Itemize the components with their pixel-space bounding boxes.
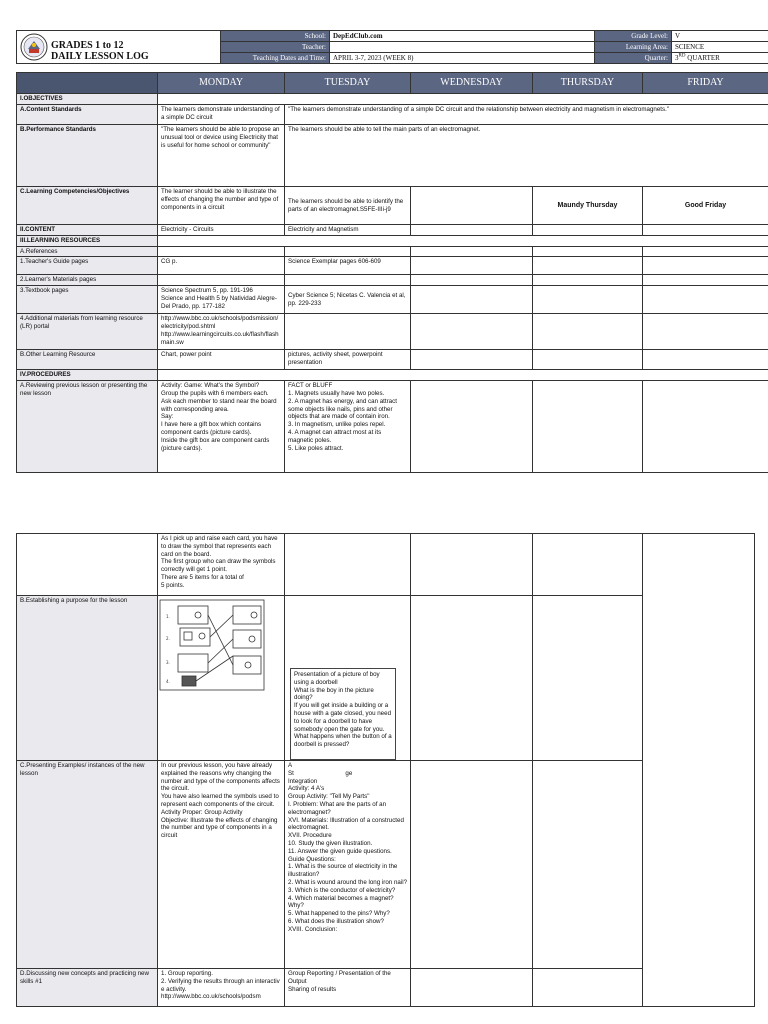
content-standards-tue: "The learners demonstrate understanding of a simple DC circuit and the relationship between electricity and magnetism in electromagnets." bbox=[285, 105, 768, 125]
teachers-guide-tue: Science Exemplar pages 606-609 bbox=[285, 257, 411, 275]
content-label: II.CONTENT bbox=[17, 225, 158, 236]
discussing-tue: Group Reporting / Presentation of the Output Sharing of results bbox=[285, 969, 411, 1007]
day-monday: MONDAY bbox=[158, 73, 285, 94]
svg-text:2.: 2. bbox=[166, 636, 170, 641]
other-resource-label: B.Other Learning Resource bbox=[17, 350, 158, 370]
textbook-tue: Cyber Science 5; Nicetas C. Valencia et al, pp. 229-233 bbox=[285, 286, 411, 314]
teacher-value bbox=[330, 42, 595, 53]
area-label: Learning Area: bbox=[595, 42, 672, 53]
dates-label: Teaching Dates and Time: bbox=[221, 53, 330, 64]
boy-doorbell-image bbox=[289, 761, 377, 762]
performance-standards-label: B.Performance Standards bbox=[17, 125, 158, 187]
corner-cell bbox=[17, 73, 158, 94]
content-standards-label: A.Content Standards bbox=[17, 105, 158, 125]
textbook-label: 3.Textbook pages bbox=[17, 286, 158, 314]
day-friday: FRIDAY bbox=[643, 73, 768, 94]
establishing-tue-cell bbox=[285, 596, 411, 761]
teachers-guide-label: 1.Teacher's Guide pages bbox=[17, 257, 158, 275]
content-tue: Electricity and Magnetism bbox=[285, 225, 411, 236]
competencies-tue: The learners should be able to identify the parts of an electromagnet.S5FE-IIIi-j9 bbox=[285, 187, 411, 225]
day-thursday: THURSDAY bbox=[533, 73, 643, 94]
good-friday: Good Friday bbox=[643, 187, 768, 225]
additional-materials-mon: http://www.bbc.co.uk/schools/podsmission/electricity/pod.shtml http://www.learningcircuits.co.uk/flash/flashmain.sw bbox=[158, 314, 285, 350]
deped-seal-icon bbox=[20, 33, 48, 61]
objectives-label: I.OBJECTIVES bbox=[17, 94, 158, 105]
dates-value: APRIL 3-7, 2023 (WEEK 8) bbox=[330, 53, 595, 64]
learning-resources-label: III.LEARNING RESOURCES bbox=[17, 235, 158, 246]
grade-value: V bbox=[672, 31, 768, 42]
lesson-log-table-page1 bbox=[16, 72, 768, 473]
teacher-label: Teacher: bbox=[221, 42, 330, 53]
reviewing-mon: Activity: Game: What's the Symbol? Group the pupils with 6 members each. Ask each member to stand near the board with corresponding area. Say: I have here a gift box which contains component cards (picture cards). Inside the gift box are component cards (picture cards). bbox=[158, 381, 285, 473]
lesson-log-table-page2 bbox=[16, 533, 755, 1007]
header-title-line1: GRADES 1 to 12 bbox=[51, 40, 124, 51]
additional-materials-label: 4.Additional materials from learning resource (LR) portal bbox=[17, 314, 158, 350]
competencies-label: C.Learning Competencies/Objectives bbox=[17, 187, 158, 225]
learners-materials-label: 2.Learner's Materials pages bbox=[17, 275, 158, 286]
content-standards-mon: The learners demonstrate understanding of a simple DC circuit bbox=[158, 105, 285, 125]
establishing-label: B.Establishing a purpose for the lesson bbox=[17, 596, 158, 761]
procedures-label: IV.PROCEDURES bbox=[17, 370, 158, 381]
school-value: DepEdClub.com bbox=[330, 31, 595, 42]
presenting-tue-cell bbox=[285, 761, 411, 969]
presenting-mon: In our previous lesson, you have already explained the reasons why changing the number and type of the components affects the circuit. You have also learned the symbols used to represent each components of the circuit. Activity Proper: Group Activity Objective: Illustrate the effects of changing the number and type of components in a circuit bbox=[158, 761, 285, 969]
reviewing-mon-continued: As I pick up and raise each card, you have to draw the symbol that represents each card on the board. The first group who can draw the symbols correctly will get 1 point. There are 5 items for a total of 5 points. bbox=[158, 534, 285, 596]
references-label: A.References bbox=[17, 246, 158, 257]
discussing-mon: 1. Group reporting. 2. Verifying the results through an interactive activity. http://www.bbc.co.uk/schools/podsm bbox=[158, 969, 285, 1007]
quarter-label: Quarter: bbox=[595, 53, 672, 64]
area-value: SCIENCE bbox=[672, 42, 768, 53]
quarter-value bbox=[672, 53, 768, 64]
presenting-tue-top1: A bbox=[288, 762, 293, 769]
performance-standards-tue: The learners should be able to tell the main parts of an electromagnet. bbox=[285, 125, 768, 187]
header-logo-box bbox=[16, 30, 222, 64]
presenting-tue: Integration Activity: 4 A's Group Activity: "Tell My Parts" I. Problem: What are the parts of an electromagnet? XVI. Materials: Illustration of a constructed electromagnet. XVII. Procedure 10. Study the given illustration. 11. Answer the given guide questions. Guide Questions: 1. What is the source of electricity in the illustration? 2. What is wound around the long iron nail? 3. Which is the conductor of electricity? 4. Which material becomes a magnet? Why? 5. What happened to the pins? Why? 6. What does the illustration show? XVIII. Conclusion: bbox=[288, 777, 408, 933]
svg-text:4.: 4. bbox=[166, 679, 170, 684]
circuit-diagram-cell bbox=[158, 596, 285, 761]
presenting-tue-top2: St ge bbox=[288, 769, 353, 777]
svg-text:1.: 1. bbox=[166, 614, 170, 619]
school-label: School: bbox=[221, 31, 330, 42]
teachers-guide-mon: CG p. bbox=[158, 257, 285, 275]
circuit-diagram-image bbox=[158, 598, 278, 718]
presenting-label: C.Presenting Examples/ instances of the new lesson bbox=[17, 761, 158, 969]
svg-text:3.: 3. bbox=[166, 660, 170, 665]
quarter-rest: QUARTER bbox=[685, 54, 720, 62]
reviewing-tue: FACT or BLUFF 1. Magnets usually have two poles. 2. A magnet has energy, and can attract some objects like nails, pins and other objects that are made of contain iron. 3. In magnetism, unlike poles repel. 4. A magnet can attract most at its magnetic poles. 5. Like poles attract. bbox=[285, 381, 411, 473]
day-tuesday: TUESDAY bbox=[285, 73, 411, 94]
reviewing-label: A.Reviewing previous lesson or presenting the new lesson bbox=[17, 381, 158, 473]
doorbell-presentation-box: Presentation of a picture of boy using a doorbell What is the boy in the picture doing? If you will get inside a building or a house with a gate closed, you need to look for a doorbell to have somebody open the gate for you. What happens when the button of a doorbell is pressed? bbox=[290, 668, 396, 760]
competencies-mon: The learner should be able to illustrate the effects of changing the number and type of components in a circuit bbox=[158, 187, 285, 225]
other-resource-mon: Chart, power point bbox=[158, 350, 285, 370]
quarter-num: 3 bbox=[675, 54, 679, 62]
quarter-sup: RD bbox=[678, 53, 686, 59]
content-mon: Electricity - Circuits bbox=[158, 225, 285, 236]
day-wednesday: WEDNESDAY bbox=[411, 73, 533, 94]
performance-standards-mon: "The learners should be able to propose an unusual tool or device using Electricity that is useful for home school or community" bbox=[158, 125, 285, 187]
maundy-thursday: Maundy Thursday bbox=[533, 187, 643, 225]
other-resource-tue: pictures, activity sheet, powerpoint presentation bbox=[285, 350, 411, 370]
grade-label: Grade Level: bbox=[595, 31, 672, 42]
textbook-mon: Science Spectrum 5, pp. 191-196 Science and Health 5 by Natividad Alegre-Del Prado, pp. 177-182 bbox=[158, 286, 285, 314]
discussing-label: D.Discussing new concepts and practicing new skills #1 bbox=[17, 969, 158, 1007]
header-title-line2: DAILY LESSON LOG bbox=[51, 51, 149, 62]
header-school-info bbox=[220, 30, 768, 64]
